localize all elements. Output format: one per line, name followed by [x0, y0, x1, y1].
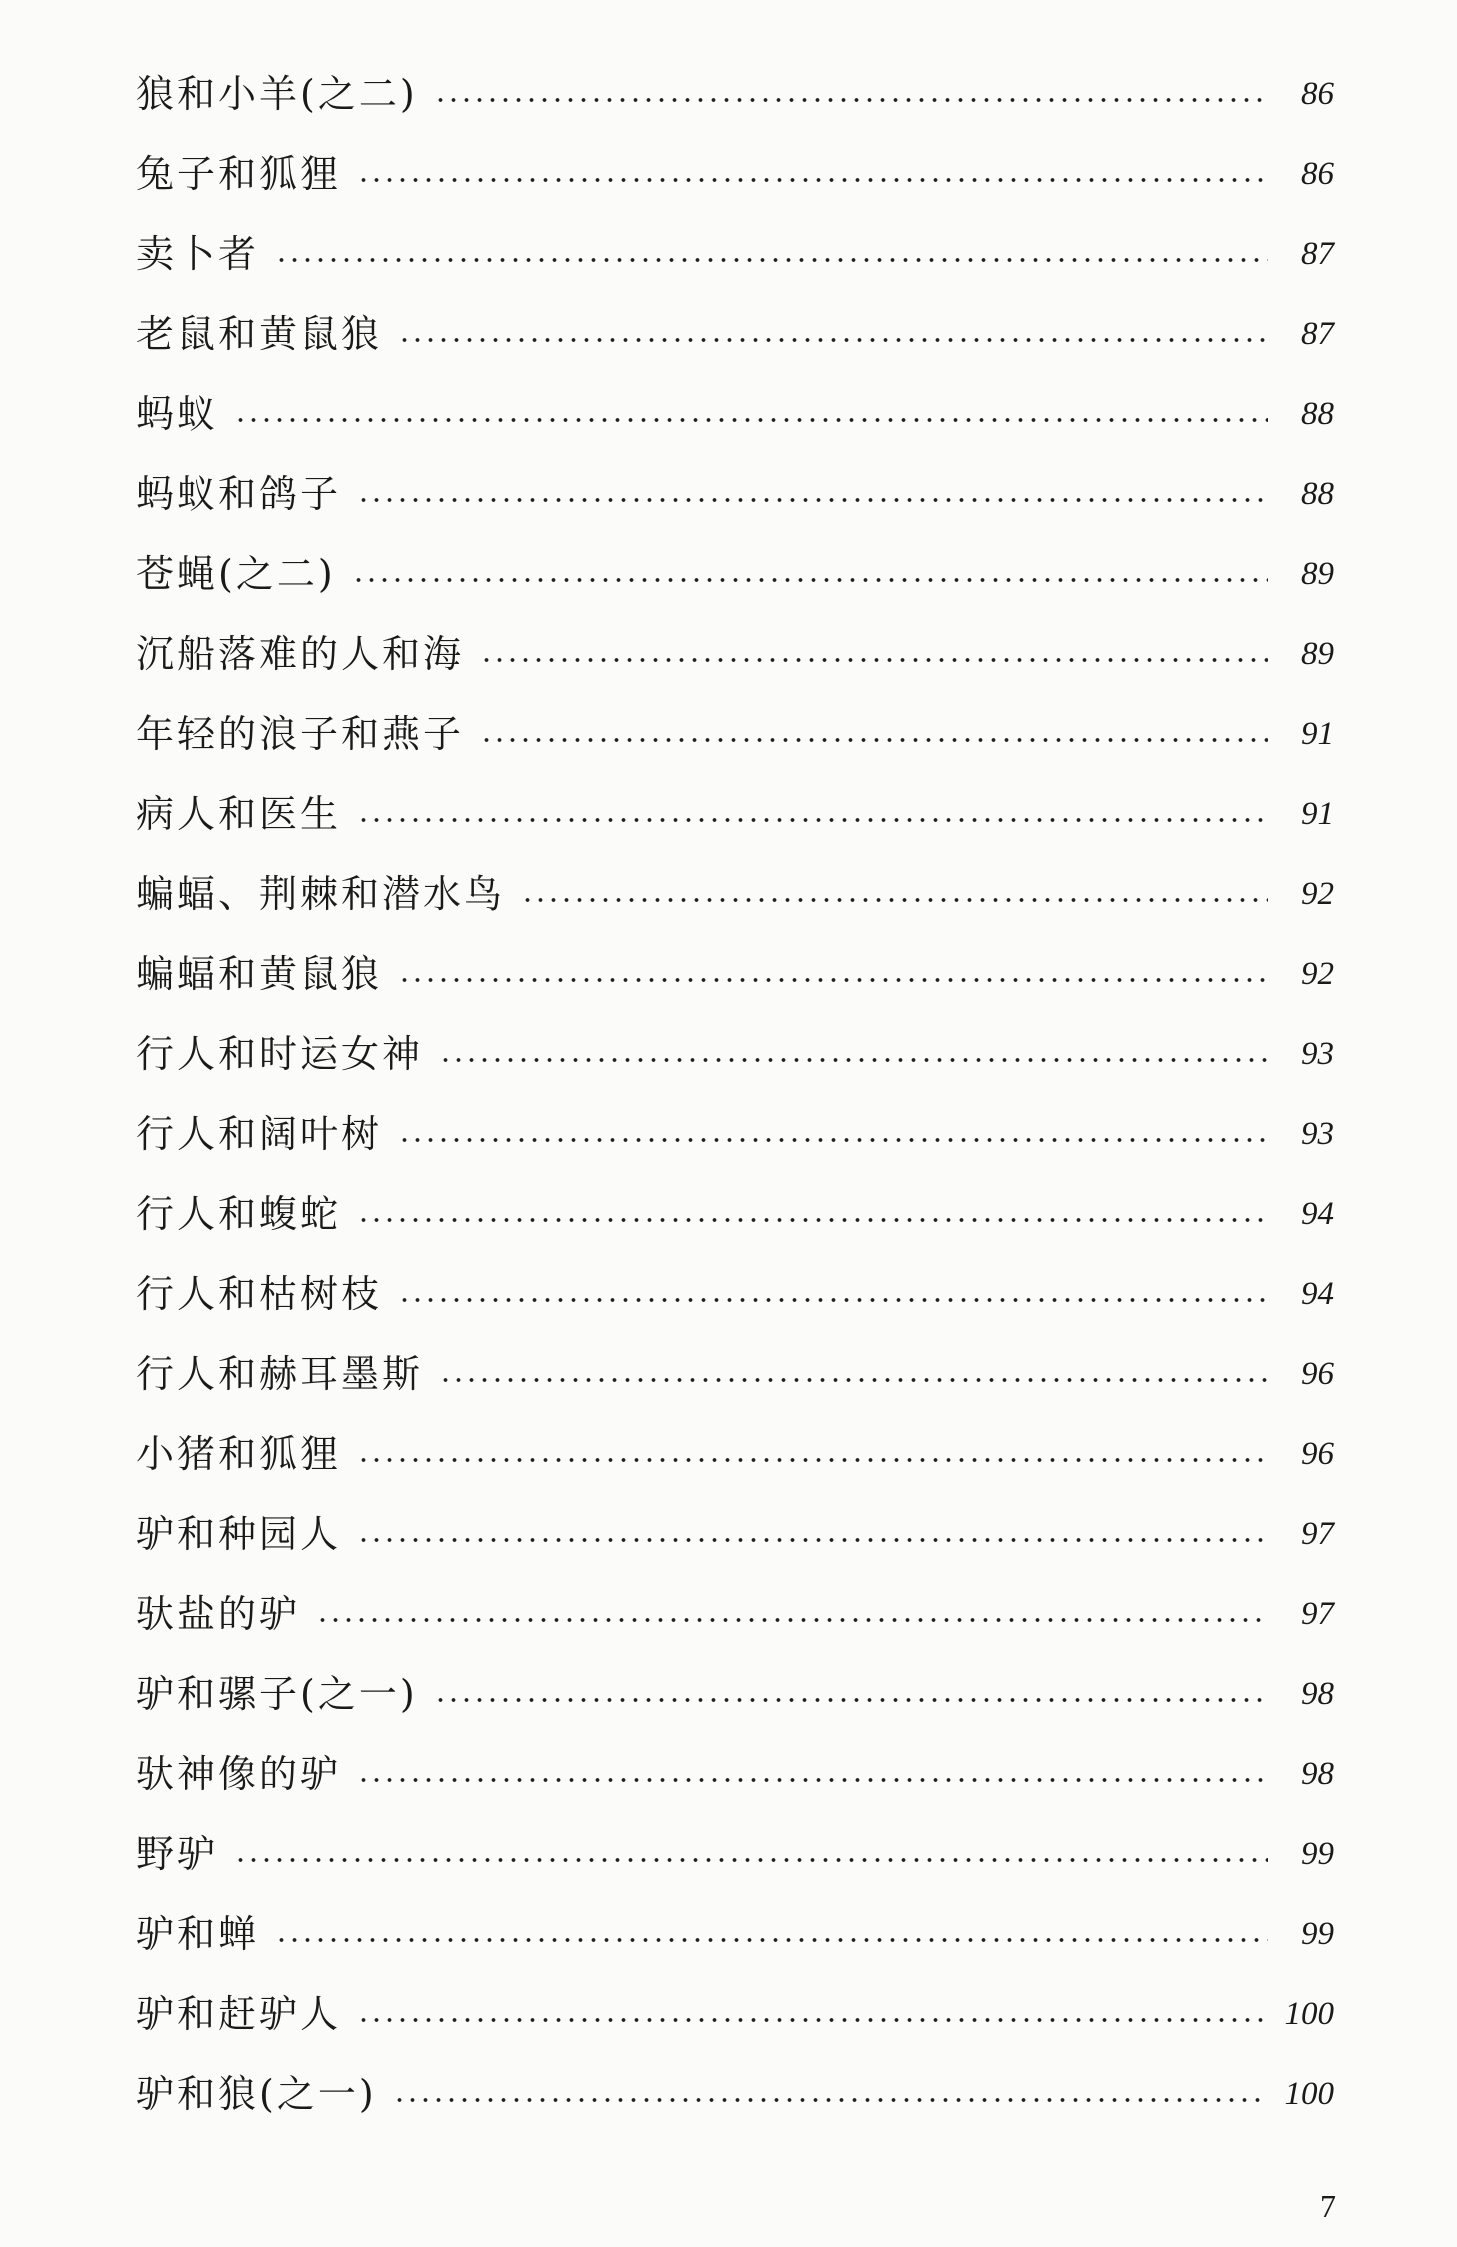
entry-page-number: 97 — [1301, 1596, 1334, 1632]
toc-entry — [136, 1026, 1334, 1082]
toc-entry — [136, 946, 1334, 1002]
toc-entry — [136, 546, 1334, 602]
dot-leader — [434, 97, 1268, 103]
toc-entry — [136, 786, 1334, 842]
entry-title: 兔子和狐狸 — [136, 152, 342, 196]
toc-entry — [136, 2066, 1334, 2122]
entry-title: 行人和蝮蛇 — [136, 1192, 342, 1236]
entry-title: 行人和枯树枝 — [136, 1272, 383, 1316]
entry-page-number: 97 — [1301, 1516, 1334, 1552]
entry-title: 蚂蚁和鸽子 — [136, 472, 342, 516]
entry-title: 驴和赶驴人 — [136, 1992, 342, 2036]
entry-page-number: 94 — [1301, 1276, 1334, 1312]
toc-entry — [136, 706, 1334, 762]
entry-title: 行人和阔叶树 — [136, 1112, 383, 1156]
entry-page-number: 87 — [1301, 236, 1334, 272]
dot-leader — [357, 1457, 1268, 1463]
toc-entry — [136, 1426, 1334, 1482]
entry-page-number: 89 — [1301, 636, 1334, 672]
dot-leader — [357, 1777, 1268, 1783]
entry-page-number: 99 — [1301, 1836, 1334, 1872]
toc-entry — [136, 466, 1334, 522]
entry-title: 行人和时运女神 — [136, 1032, 424, 1076]
toc-entry — [136, 226, 1334, 282]
dot-leader — [316, 1617, 1268, 1623]
toc-entry — [136, 1266, 1334, 1322]
folio-page-number: 7 — [1320, 2188, 1336, 2224]
dot-leader — [398, 1137, 1268, 1143]
entry-title: 驴和狼(之一) — [136, 2072, 377, 2116]
entry-title: 卖卜者 — [136, 232, 260, 276]
entry-page-number: 87 — [1301, 316, 1334, 352]
dot-leader — [393, 2097, 1267, 2103]
entry-page-number: 88 — [1301, 396, 1334, 432]
entry-page-number: 96 — [1301, 1356, 1334, 1392]
dot-leader — [357, 497, 1268, 503]
dot-leader — [480, 657, 1268, 663]
entry-page-number: 91 — [1301, 716, 1334, 752]
dot-leader — [275, 257, 1268, 263]
dot-leader — [434, 1697, 1268, 1703]
dot-leader — [398, 337, 1268, 343]
entry-page-number: 98 — [1301, 1676, 1334, 1712]
toc-entry — [136, 1586, 1334, 1642]
entry-page-number: 89 — [1301, 556, 1334, 592]
dot-leader — [439, 1057, 1268, 1063]
entry-title: 驮盐的驴 — [136, 1592, 301, 1636]
toc-entry — [136, 626, 1334, 682]
entry-page-number: 100 — [1284, 1996, 1334, 2032]
toc-entry — [136, 306, 1334, 362]
entry-page-number: 86 — [1301, 156, 1334, 192]
entry-page-number: 92 — [1301, 956, 1334, 992]
entry-page-number: 92 — [1301, 876, 1334, 912]
entry-page-number: 99 — [1301, 1916, 1334, 1952]
entry-title: 行人和赫耳墨斯 — [136, 1352, 424, 1396]
toc-entry — [136, 1906, 1334, 1962]
entry-title: 野驴 — [136, 1832, 219, 1876]
dot-leader — [357, 177, 1268, 183]
dot-leader — [357, 817, 1268, 823]
entry-page-number: 91 — [1301, 796, 1334, 832]
toc-entry — [136, 1746, 1334, 1802]
toc-entry — [136, 1506, 1334, 1562]
dot-leader — [357, 1217, 1268, 1223]
entry-title: 驮神像的驴 — [136, 1752, 342, 1796]
dot-leader — [357, 2017, 1266, 2023]
entry-title: 年轻的浪子和燕子 — [136, 712, 465, 756]
toc-entry — [136, 1986, 1334, 2042]
entry-title: 蚂蚁 — [136, 392, 219, 436]
toc-entry — [136, 66, 1334, 122]
dot-leader — [439, 1377, 1268, 1383]
dot-leader — [398, 977, 1268, 983]
entry-page-number: 100 — [1284, 2076, 1334, 2112]
dot-leader — [234, 1857, 1268, 1863]
toc-entry — [136, 1186, 1334, 1242]
entry-title: 老鼠和黄鼠狼 — [136, 312, 383, 356]
entry-page-number: 98 — [1301, 1756, 1334, 1792]
dot-leader — [521, 897, 1268, 903]
toc-entry — [136, 386, 1334, 442]
entry-title: 蝙蝠、荆棘和潜水鸟 — [136, 872, 506, 916]
entry-page-number: 86 — [1301, 76, 1334, 112]
entry-title: 苍蝇(之二) — [136, 552, 336, 596]
toc-entry — [136, 146, 1334, 202]
dot-leader — [352, 577, 1268, 583]
toc-entry — [136, 1666, 1334, 1722]
dot-leader — [480, 737, 1268, 743]
dot-leader — [357, 1537, 1268, 1543]
entry-page-number: 94 — [1301, 1196, 1334, 1232]
dot-leader — [275, 1937, 1268, 1943]
entry-title: 小猪和狐狸 — [136, 1432, 342, 1476]
toc-entry — [136, 1106, 1334, 1162]
entry-title: 蝙蝠和黄鼠狼 — [136, 952, 383, 996]
dot-leader — [398, 1297, 1268, 1303]
entry-title: 病人和医生 — [136, 792, 342, 836]
entry-title: 驴和骡子(之一) — [136, 1672, 418, 1716]
entry-title: 驴和蝉 — [136, 1912, 260, 1956]
entry-page-number: 88 — [1301, 476, 1334, 512]
entry-title: 狼和小羊(之二) — [136, 72, 418, 116]
dot-leader — [234, 417, 1268, 423]
entry-title: 驴和种园人 — [136, 1512, 342, 1556]
entry-page-number: 93 — [1301, 1116, 1334, 1152]
toc-entry — [136, 1826, 1334, 1882]
toc-entry — [136, 866, 1334, 922]
entry-title: 沉船落难的人和海 — [136, 632, 465, 676]
entry-page-number: 93 — [1301, 1036, 1334, 1072]
entry-page-number: 96 — [1301, 1436, 1334, 1472]
toc-entry — [136, 1346, 1334, 1402]
